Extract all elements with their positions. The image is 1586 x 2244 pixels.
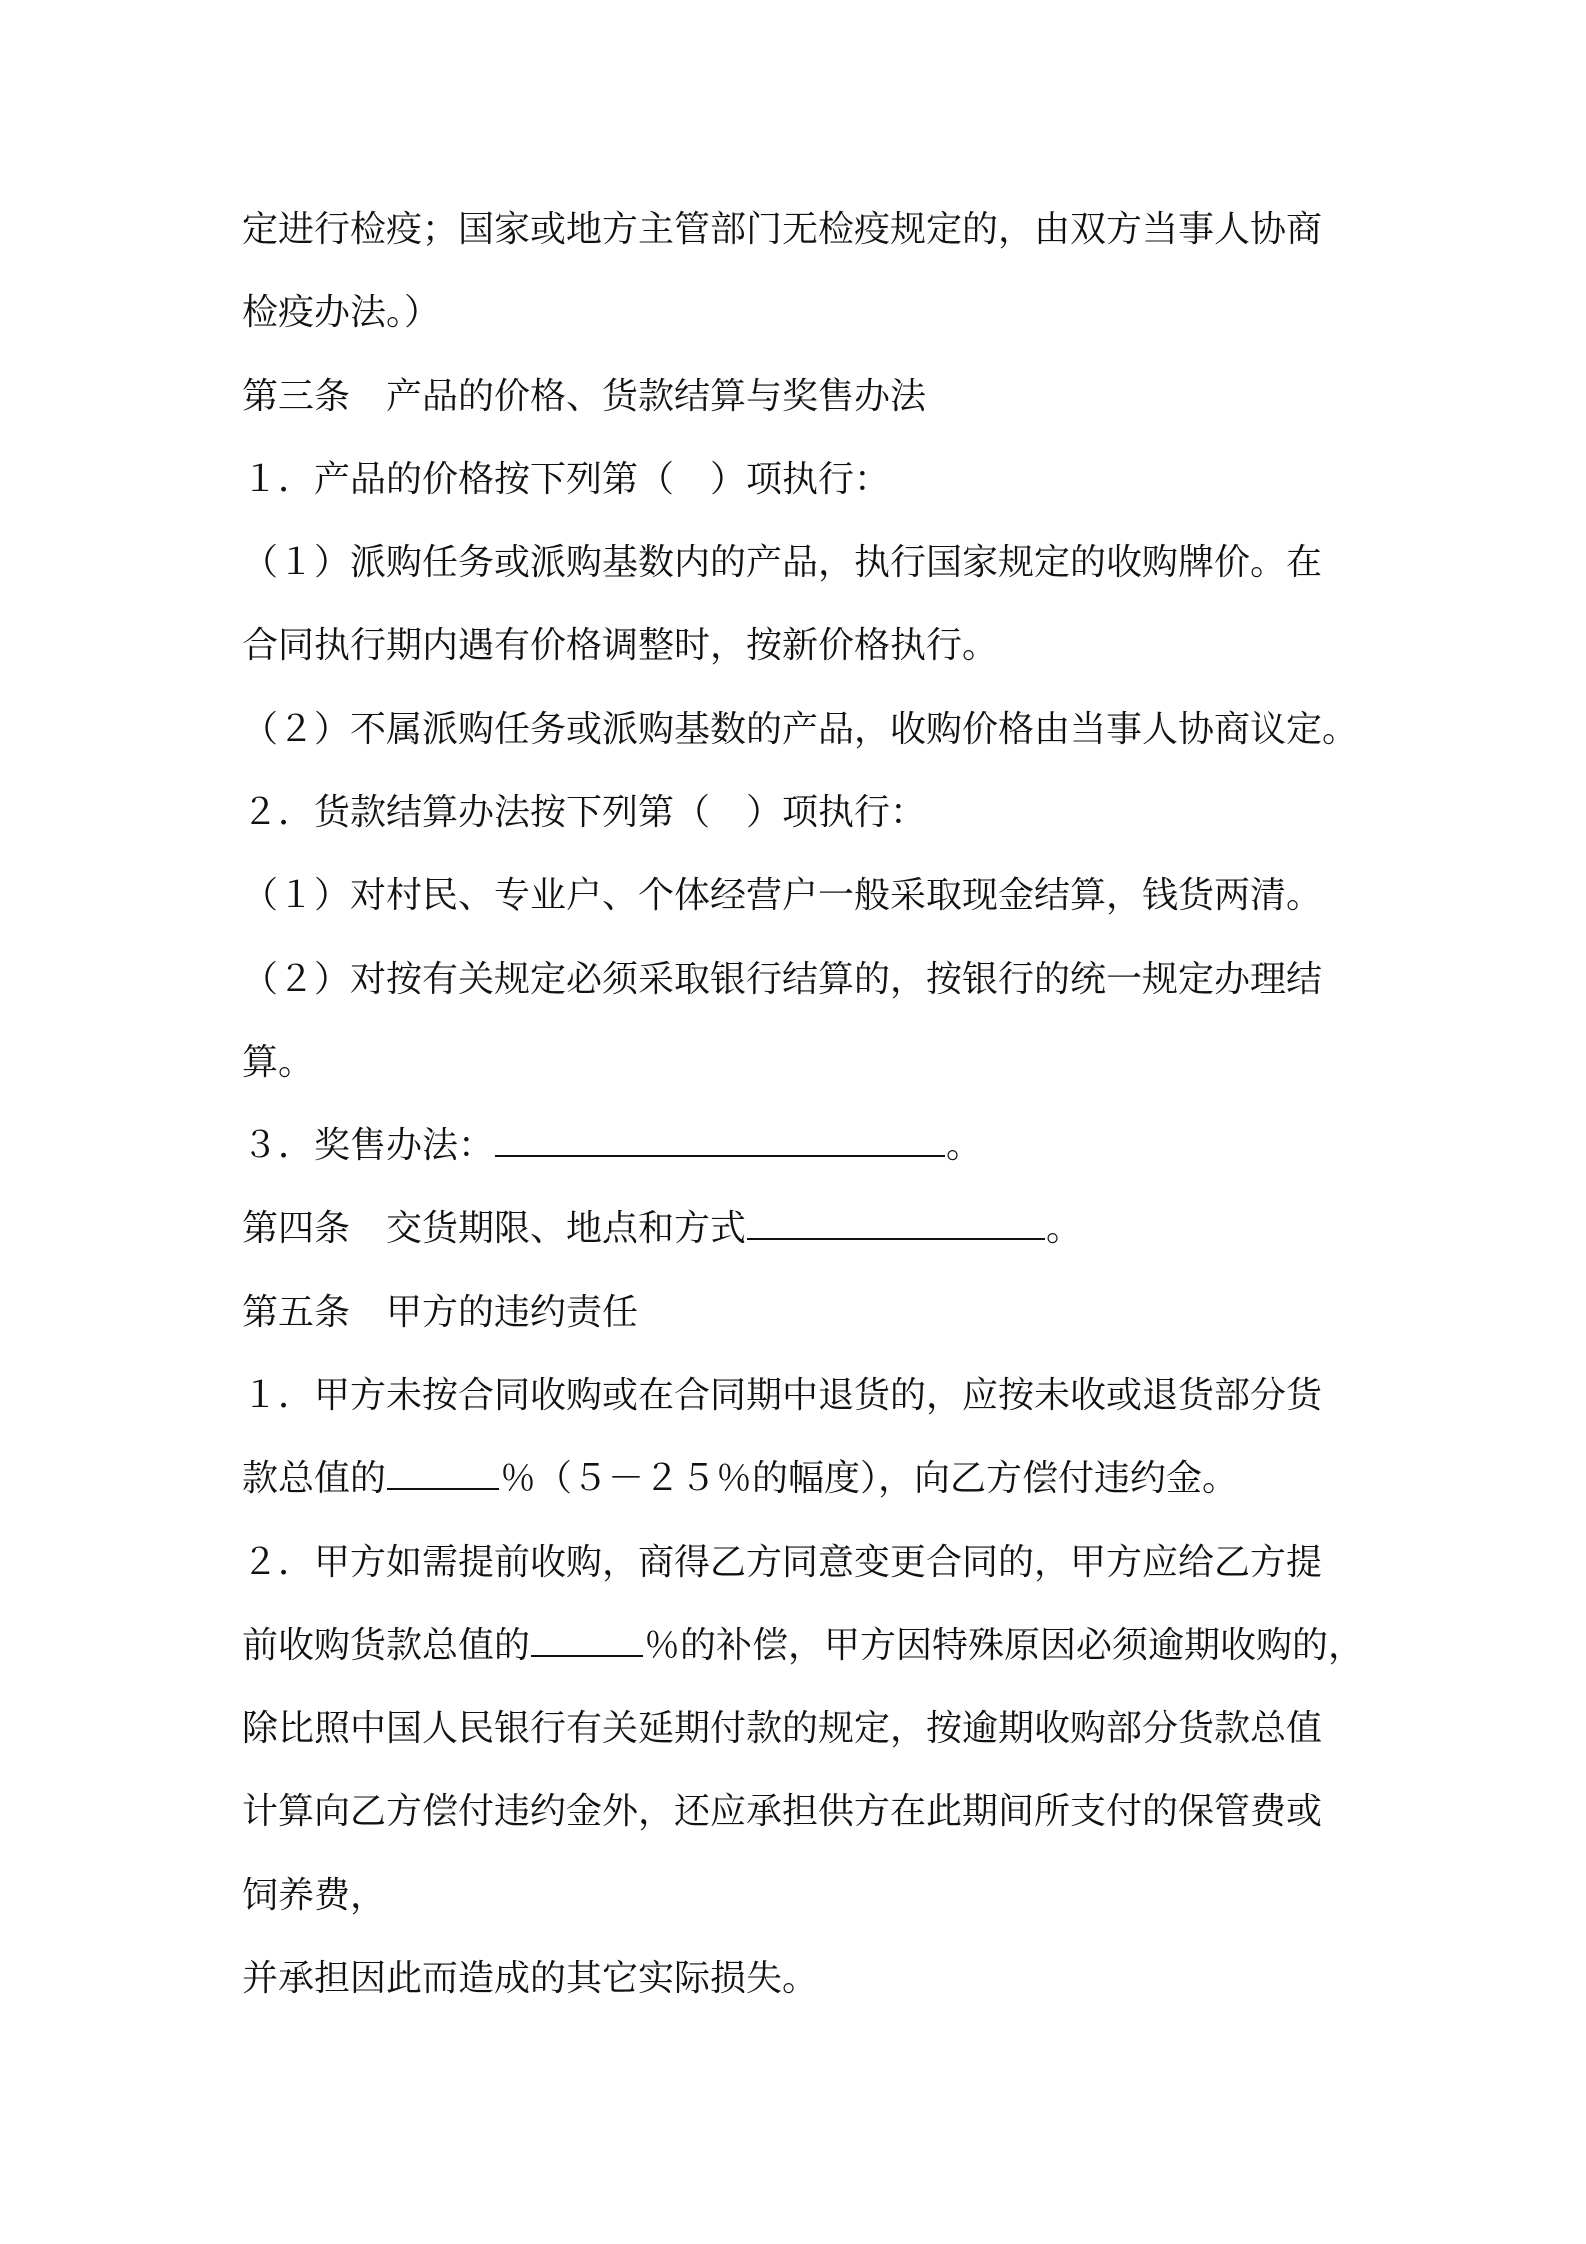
text-segment: 款总值的 (242, 1458, 387, 1499)
text-line: ２．甲方如需提前收购，商得乙方同意变更合同的，甲方应给乙方提 (242, 1542, 1323, 1583)
text-line: 算。 (242, 1042, 315, 1083)
article-heading (242, 1204, 1082, 1254)
fill-in-blank[interactable] (531, 1621, 643, 1657)
text-line (242, 1121, 982, 1171)
text-line (242, 1621, 1364, 1671)
text-line: （２）对按有关规定必须采取银行结算的，按银行的统一规定办理结 (242, 959, 1323, 1000)
text-line: （１）对村民、专业户、个体经营户一般采取现金结算，钱货两清。 (242, 875, 1323, 916)
fill-in-blank[interactable] (747, 1204, 1045, 1240)
text-segment: ％（５－２５％的幅度），向乙方偿付违约金。 (500, 1458, 1239, 1499)
fill-in-blank[interactable] (387, 1454, 499, 1490)
article-heading: 第三条 产品的价格、货款结算与奖售办法 (242, 376, 927, 417)
text-segment: 。 (1046, 1208, 1083, 1249)
text-line: 计算向乙方偿付违约金外，还应承担供方在此期间所支付的保管费或 (242, 1791, 1323, 1832)
text-line (242, 1454, 1238, 1504)
text-segment: 。 (946, 1125, 983, 1166)
text-line: 合同执行期内遇有价格调整时，按新价格执行。 (242, 625, 999, 666)
text-segment: 第四条 交货期限、地点和方式 (242, 1208, 747, 1249)
fill-in-blank[interactable] (495, 1121, 945, 1157)
text-line: （２）不属派购任务或派购基数的产品，收购价格由当事人协商议定。 (242, 709, 1359, 750)
text-line: １．甲方未按合同收购或在合同期中退货的，应按未收或退货部分货 (242, 1375, 1323, 1416)
text-line: 饲养费， (242, 1875, 387, 1916)
text-segment: ３．奖售办法： (242, 1125, 495, 1166)
text-line: 除比照中国人民银行有关延期付款的规定，按逾期收购部分货款总值 (242, 1708, 1323, 1749)
text-segment: 前收购货款总值的 (242, 1625, 531, 1666)
article-heading: 第五条 甲方的违约责任 (242, 1292, 639, 1333)
text-line: 并承担因此而造成的其它实际损失。 (242, 1958, 819, 1999)
text-line: （１）派购任务或派购基数内的产品，执行国家规定的收购牌价。在 (242, 542, 1323, 583)
text-line: 定进行检疫；国家或地方主管部门无检疫规定的，由双方当事人协商 (242, 209, 1323, 250)
text-line: １．产品的价格按下列第（ ）项执行： (242, 459, 891, 500)
text-line: 检疫办法。） (242, 292, 441, 333)
text-line: ２．货款结算办法按下列第（ ）项执行： (242, 792, 927, 833)
text-segment: ％的补偿，甲方因特殊原因必须逾期收购的， (644, 1625, 1365, 1666)
